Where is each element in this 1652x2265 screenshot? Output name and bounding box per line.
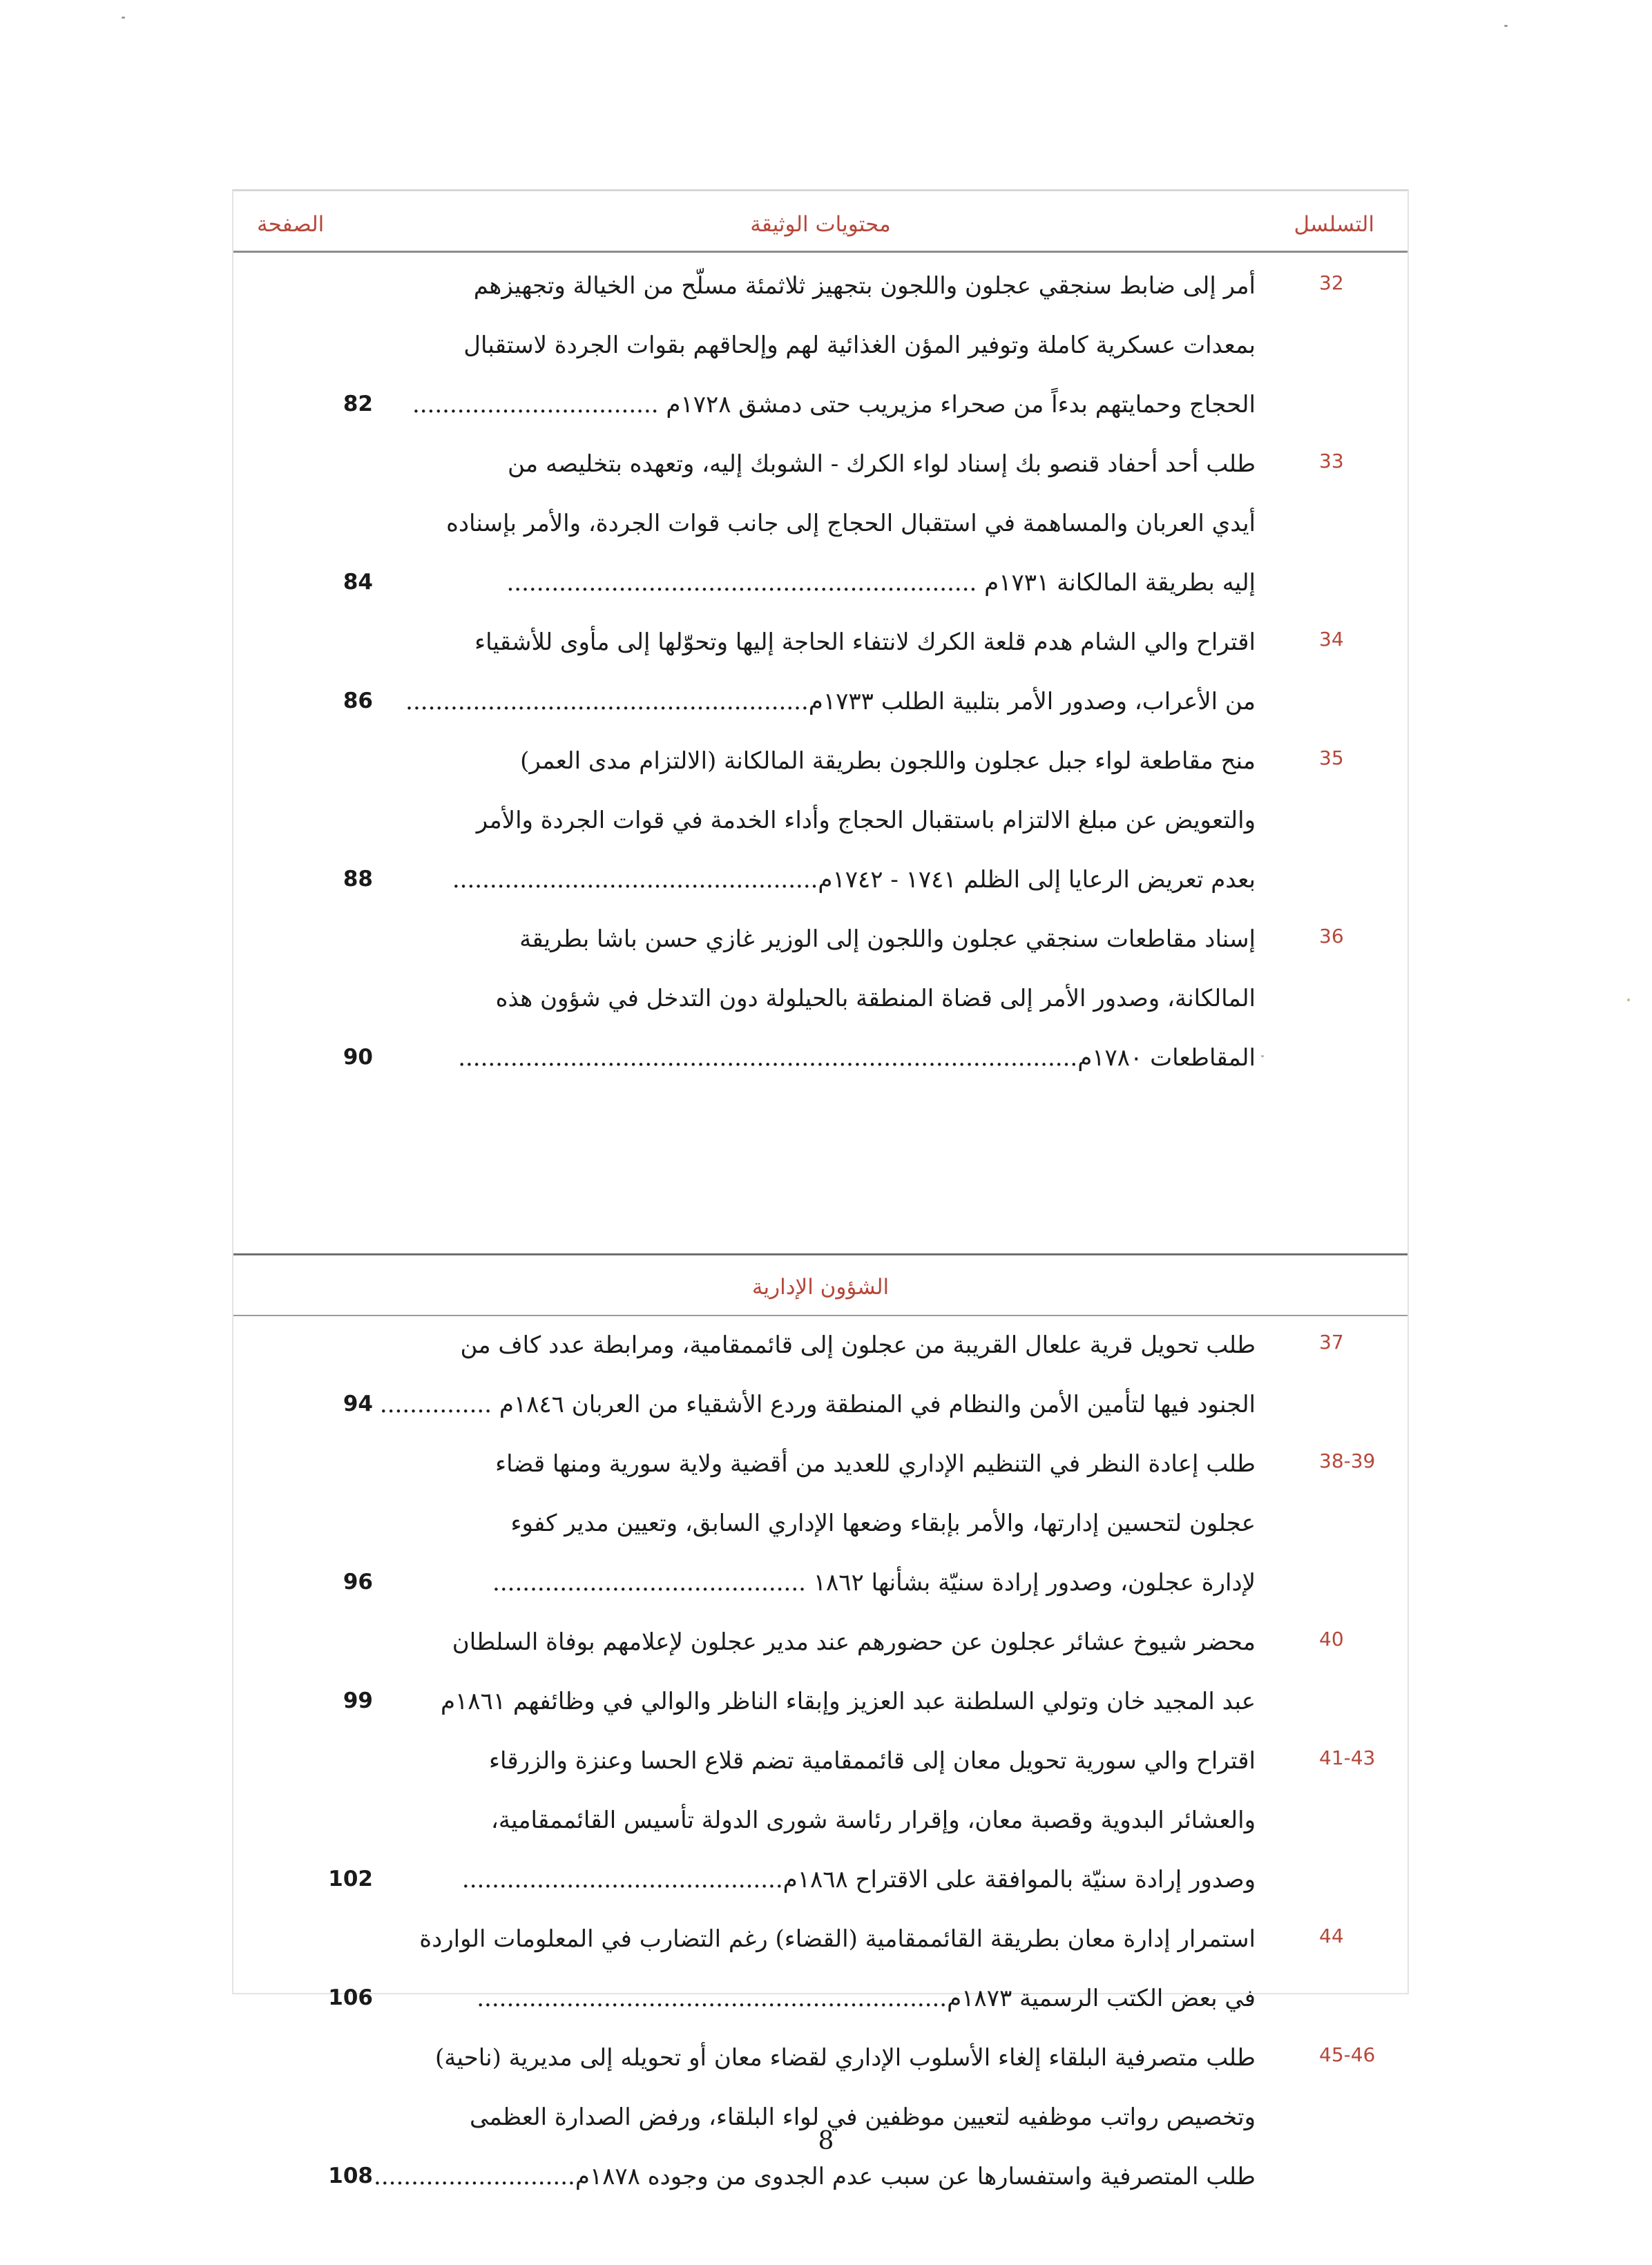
toc-section-administrative	[233, 1314, 1408, 2190]
toc-entry-line: وصدور إرادة سنيّة بالموافقة على الاقتراح ١٨٦٨م...........................................	[461, 1866, 1256, 1893]
toc-entry-serial: 44	[1319, 1925, 1344, 1947]
toc-entry-line: أيدي العربان والمساهمة في استقبال الحجاج إلى جانب قوات الجردة، والأمر بإسناده	[446, 510, 1256, 537]
toc-entry[interactable]	[233, 1434, 1408, 1612]
toc-entry-line: إليه بطريقة المالكانة ١٧٣١م ...............................................................	[506, 569, 1256, 597]
toc-entry-line: طلب أحد أحفاد قنصو بك إسناد لواء الكرك - الشوبك إليه، وتعهده بتخليصه من	[508, 450, 1256, 478]
toc-entry-page-number[interactable]: 82	[343, 392, 373, 416]
toc-entry-line: المالكانة، وصدور الأمر إلى قضاة المنطقة بالحيلولة دون التدخل في شؤون هذه	[495, 985, 1256, 1012]
toc-entry-line: بعدم تعريض الرعايا إلى الظلم ١٧٤١ - ١٧٤٢م.................................................	[452, 866, 1256, 894]
toc-entry-line: اقتراح والي سورية تحويل معان إلى قائممقامية تضم قلاع الحسا وعنزة والزرقاء	[488, 1747, 1256, 1775]
toc-entry-line: في بعض الكتب الرسمية ١٨٧٣م...............................................................	[477, 1985, 1256, 2012]
toc-entry-line: وتخصيص رواتب موظفيه لتعيين موظفين في لواء البلقاء، ورفض الصدارة العظمى	[469, 2103, 1256, 2131]
toc-entry-page-number[interactable]: 86	[343, 688, 373, 713]
serial-column-header: التسلسل	[1294, 212, 1374, 237]
section-divider	[233, 1253, 1408, 1316]
paper-speck	[122, 17, 125, 19]
toc-section-first	[233, 252, 1408, 1255]
paper-speck	[1627, 999, 1630, 1001]
page-number: 8	[818, 2127, 834, 2155]
toc-entry[interactable]	[233, 1731, 1408, 1909]
toc-entry-line: محضر شيوخ عشائر عجلون عن حضورهم عند مدير عجلون لإعلامهم بوفاة السلطان	[452, 1628, 1256, 1656]
toc-entry-line: الجنود فيها لتأمين الأمن والنظام في المنطقة وردع الأشقياء من العربان ١٨٤٦م ...............	[379, 1391, 1256, 1418]
toc-entry[interactable]	[233, 1612, 1408, 1731]
toc-entry-line: والعشائر البدوية وقصبة معان، وإقرار رئاسة شورى الدولة تأسيس القائممقامية،	[490, 1806, 1256, 1834]
toc-entry-line: الحجاج وحمايتهم بدءاً من صحراء مزيريب حتى دمشق ١٧٢٨م .................................	[412, 391, 1256, 418]
toc-entry-line: من الأعراب، وصدور الأمر بتلبية الطلب ١٧٣٣م......................................................	[405, 688, 1256, 715]
toc-entry[interactable]	[233, 256, 1408, 434]
toc-entry-serial: 34	[1319, 628, 1344, 650]
toc-entry-title	[358, 1315, 1256, 1434]
toc-entry-page-number[interactable]: 90	[343, 1045, 373, 1070]
toc-entry-line: عبد المجيد خان وتولي السلطنة عبد العزيز وإبقاء الناظر والوالي في وظائفهم ١٨٦١م	[440, 1688, 1256, 1715]
paper-speck	[1504, 25, 1508, 27]
toc-entry-line: المقاطعات ١٧٨٠م...................................................................................	[458, 1044, 1256, 1072]
toc-entry-page-number[interactable]: 96	[343, 1570, 373, 1594]
toc-header-row	[233, 191, 1408, 253]
toc-entry-line: اقتراح والي الشام هدم قلعة الكرك لانتفاء الحاجة إليها وتحوّلها إلى مأوى للأشقياء	[474, 628, 1256, 656]
toc-entry-page-number[interactable]: 99	[343, 1688, 373, 1713]
toc-entry-serial: 35	[1319, 746, 1344, 769]
toc-entry-page-number[interactable]: 94	[343, 1391, 373, 1416]
toc-entry-serial: 33	[1319, 450, 1344, 472]
toc-entry-serial: 36	[1319, 925, 1344, 947]
toc-entry-title	[358, 1612, 1256, 1731]
toc-entry-title	[358, 909, 1256, 1088]
toc-entry-serial: 40	[1319, 1628, 1344, 1650]
toc-entry-line: طلب المتصرفية واستفسارها عن سبب عدم الجدوى من وجوده ١٨٧٨م...........................	[374, 2163, 1256, 2190]
toc-entry-line: عجلون لتحسين إدارتها، والأمر بإبقاء وضعها الإداري السابق، وتعيين مدير كفوء	[510, 1510, 1256, 1537]
section-title-administrative: الشؤون الإدارية	[751, 1275, 890, 1300]
toc-entry-line: منح مقاطعة لواء جبل عجلون واللجون بطريقة المالكانة (الالتزام مدى العمر)	[520, 747, 1256, 775]
toc-entry-title	[358, 2028, 1256, 2206]
toc-entry-page-number[interactable]: 84	[343, 570, 373, 595]
toc-entry-line: بمعدات عسكرية كاملة وتوفير المؤن الغذائية لهم وإلحاقهم بقوات الجردة لاستقبال	[463, 331, 1256, 359]
toc-entry-line: أمر إلى ضابط سنجقي عجلون واللجون بتجهيز ثلاثمئة مسلّح من الخيالة وتجهيزهم	[473, 272, 1256, 300]
toc-entry-line: إسناد مقاطعات سنجقي عجلون واللجون إلى الوزير غازي حسن باشا بطريقة	[519, 925, 1256, 953]
toc-entry-serial: 41-43	[1319, 1746, 1376, 1769]
table-of-contents	[232, 189, 1409, 2190]
toc-entry-title	[358, 434, 1256, 613]
toc-entry-line: استمرار إدارة معان بطريقة القائممقامية (القضاء) رغم التضارب في المعلومات الواردة	[419, 1925, 1256, 1953]
toc-entry-serial: 45-46	[1319, 2043, 1376, 2066]
toc-entry-title	[358, 1434, 1256, 1612]
toc-entry-page-number[interactable]: 106	[328, 1985, 373, 2010]
toc-entry-title	[358, 613, 1256, 731]
toc-entry[interactable]	[233, 909, 1408, 1088]
toc-entry[interactable]	[233, 2028, 1408, 2206]
toc-entry-line: طلب إعادة النظر في التنظيم الإداري للعديد من أقضية ولاية سورية ومنها قضاء	[495, 1450, 1256, 1478]
toc-entry-title	[358, 256, 1256, 434]
toc-entry-serial: 32	[1319, 271, 1344, 294]
toc-entry-page-number[interactable]: 88	[343, 867, 373, 891]
toc-entry[interactable]	[233, 613, 1408, 731]
toc-entry[interactable]	[233, 434, 1408, 613]
contents-column-header: محتويات الوثيقة	[750, 212, 891, 237]
toc-entry[interactable]	[233, 1909, 1408, 2028]
toc-entry-serial: 38-39	[1319, 1449, 1376, 1472]
toc-entry-line: والتعويض عن مبلغ الالتزام باستقبال الحجاج وأداء الخدمة في قوات الجردة والأمر	[476, 807, 1256, 834]
toc-entry-title	[358, 731, 1256, 909]
toc-entry-page-number[interactable]: 102	[328, 1867, 373, 1891]
toc-entry-line: لإدارة عجلون، وصدور إرادة سنيّة بشأنها ١٨٦٢ ..........................................	[492, 1569, 1256, 1597]
toc-entry-line: طلب تحويل قرية علعال القريبة من عجلون إلى قائممقامية، ومرابطة عدد كاف من	[460, 1331, 1256, 1359]
toc-entry-title	[358, 1731, 1256, 1909]
toc-entry-title	[358, 1909, 1256, 2028]
toc-entry[interactable]	[233, 1315, 1408, 1434]
toc-entry-page-number[interactable]: 108	[328, 2163, 373, 2188]
toc-entry[interactable]	[233, 731, 1408, 909]
toc-entry-serial: 37	[1319, 1331, 1344, 1353]
page-column-header: الصفحة	[257, 212, 325, 237]
toc-entry-line: طلب متصرفية البلقاء إلغاء الأسلوب الإداري لقضاء معان أو تحويله إلى مديرية (ناحية)	[435, 2044, 1256, 2072]
